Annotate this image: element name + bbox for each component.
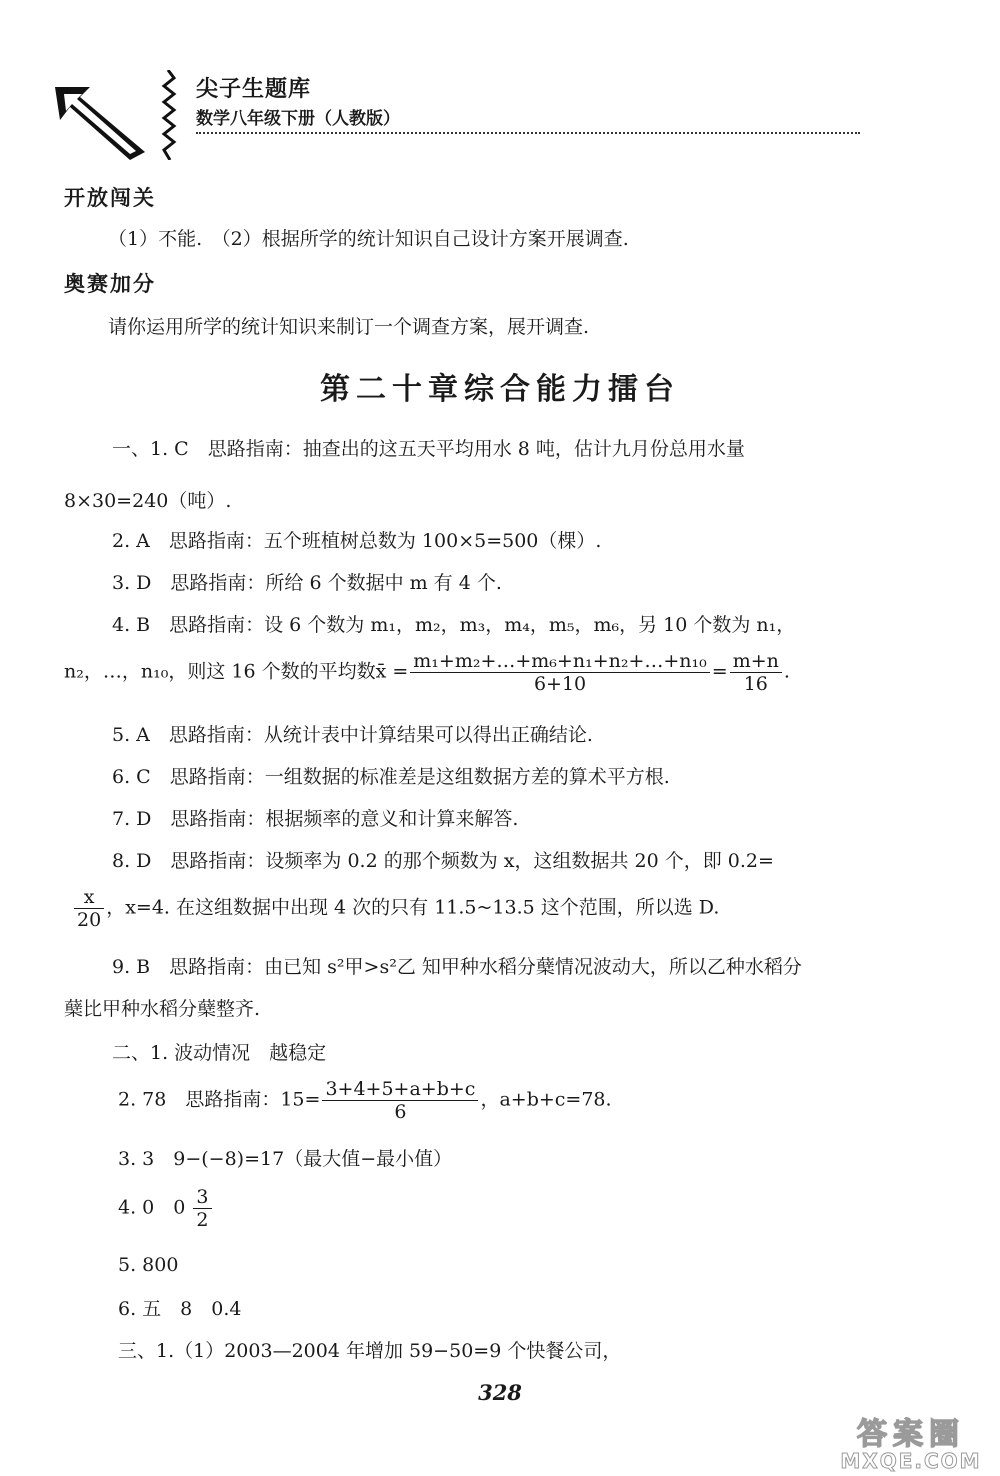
part2-answer-2 <box>118 1078 612 1123</box>
header-dotted-rule <box>196 132 860 134</box>
part2-answer-2-prefix: 2. 78 思路指南：15= <box>118 1088 321 1111</box>
answer-2: 2. A 思路指南：五个班植树总数为 100×5=500（棵）. <box>112 530 602 552</box>
result-fraction <box>730 650 782 695</box>
answer-4-line-2 <box>64 650 790 695</box>
zigzag-divider-icon <box>158 70 178 160</box>
equals-sign: = <box>711 660 728 683</box>
part3-answer-1: 三、1.（1）2003—2004 年增加 59−50=9 个快餐公司， <box>118 1340 622 1362</box>
mean-fraction <box>410 650 710 695</box>
answer-5: 5. A 思路指南：从统计表中计算结果可以得出正确结论. <box>112 724 593 746</box>
section-label-bonus: 奥赛加分 <box>64 272 156 296</box>
three-halves-numerator: 3 <box>193 1186 211 1209</box>
part2-answer-6: 6. 五 8 0.4 <box>118 1298 242 1320</box>
answer-1-line-1: 一、1. C 思路指南：抽查出的这五天平均用水 8 吨，估计九月份总用水量 <box>112 438 745 460</box>
part2-answer-2-suffix: ，a+b+c=78. <box>480 1088 612 1111</box>
answer-1-line-2: 8×30=240（吨）. <box>64 490 232 512</box>
open-answer-line: （1）不能. （2）根据所学的统计知识自己设计方案开展调查. <box>108 228 629 250</box>
part2-answer-5: 5. 800 <box>118 1254 179 1276</box>
answer-8-text: ，x=4. 在这组数据中出现 4 次的只有 11.5~13.5 这个范围，所以选 D. <box>106 896 720 919</box>
mean-fraction-denominator: 6+10 <box>533 673 587 695</box>
arrow-logo-icon <box>50 82 150 162</box>
sum-fraction-denominator: 6 <box>394 1101 407 1123</box>
answer-7: 7. D 思路指南：根据频率的意义和计算来解答. <box>112 808 519 830</box>
chapter-title: 第二十章综合能力擂台 <box>320 372 680 407</box>
answer-8-line-1: 8. D 思路指南：设频率为 0.2 的那个频数为 x，这组数据共 20 个，即 0.2= <box>112 850 774 872</box>
page-header <box>50 62 860 162</box>
watermark-logo <box>826 1410 996 1472</box>
mean-fraction-numerator: m₁+m₂+…+m₆+n₁+n₂+…+n₁₀ <box>410 650 710 673</box>
result-fraction-numerator: m+n <box>730 650 782 673</box>
answer-4-prefix: n₂，…，n₁₀，则这 16 个数的平均数x̄ = <box>64 660 409 683</box>
watermark-text-top: 答案圈 <box>857 1417 965 1452</box>
part2-answer-4 <box>118 1186 214 1231</box>
part2-answer-1: 二、1. 波动情况 越稳定 <box>112 1042 327 1064</box>
page-number: 328 <box>478 1380 522 1405</box>
three-halves-denominator: 2 <box>196 1209 209 1231</box>
part2-answer-4-prefix: 4. 0 0 <box>118 1196 186 1219</box>
section-label-open: 开放闯关 <box>64 186 156 210</box>
x-over-20-fraction <box>74 886 104 931</box>
answer-8-line-2 <box>72 886 719 931</box>
answer-4-end: . <box>783 660 790 683</box>
answer-9-line-2: 蘖比甲种水稻分蘖整齐. <box>64 998 261 1020</box>
result-fraction-denominator: 16 <box>743 673 768 695</box>
answer-9-line-1: 9. B 思路指南：由已知 s²甲>s²乙 知甲种水稻分蘖情况波动大，所以乙种水稻分 <box>112 956 802 978</box>
part2-answer-3: 3. 3 9−(−8)=17（最大值−最小值） <box>118 1148 453 1170</box>
watermark-text-bottom: MXQE.COM <box>840 1449 982 1472</box>
book-title: 数学八年级下册（人教版） <box>196 109 400 129</box>
x-over-20-denominator: 20 <box>77 909 102 931</box>
answer-3: 3. D 思路指南：所给 6 个数据中 m 有 4 个. <box>112 572 502 594</box>
sum-fraction-numerator: 3+4+5+a+b+c <box>322 1078 478 1101</box>
answer-6: 6. C 思路指南：一组数据的标准差是这组数据方差的算术平方根. <box>112 766 670 788</box>
x-over-20-numerator: x <box>74 886 104 909</box>
three-halves-fraction <box>193 1186 211 1231</box>
answer-4-line-1: 4. B 思路指南：设 6 个数为 m₁，m₂，m₃，m₄，m₅，m₆，另 10 个数为 n₁， <box>112 614 796 636</box>
series-title: 尖子生题库 <box>196 77 312 102</box>
bonus-answer-line: 请你运用所学的统计知识来制订一个调查方案，展开调查. <box>108 316 590 338</box>
sum-fraction <box>322 1078 478 1123</box>
